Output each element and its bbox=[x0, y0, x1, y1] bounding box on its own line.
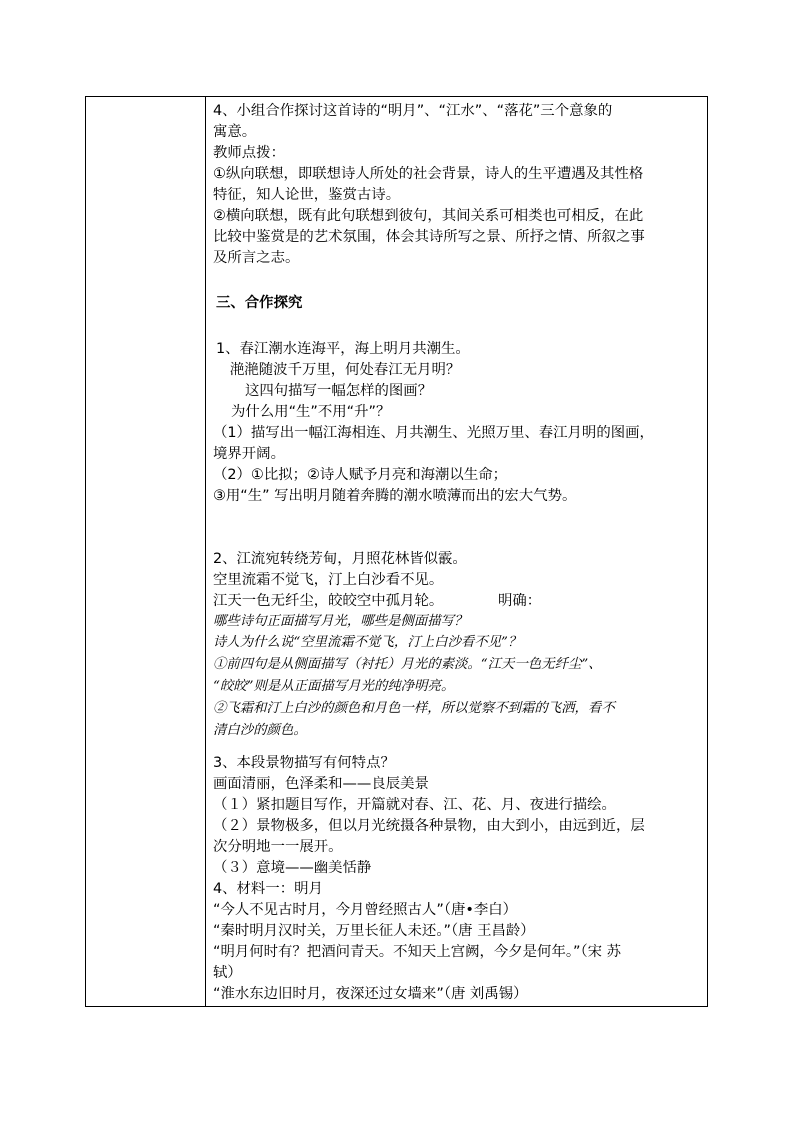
text-line: “秦时明月汉时关，万里长征人未还。”（唐 王昌龄） bbox=[213, 923, 535, 939]
text-line: 次分明地一一展开。 bbox=[213, 839, 343, 855]
text-line: “皎皎”则是从正面描写月光的纯净明亮。 bbox=[213, 679, 455, 694]
text-line: （２）景物极多，但以月光统摄各种景物，由大到小，由远到近，层 bbox=[213, 818, 645, 834]
text-line: 哪些诗句正面描写月光，哪些是侧面描写？ bbox=[213, 614, 468, 629]
text-line: （３）意境——幽美恬静 bbox=[213, 860, 372, 876]
text-line: “淮水东边旧时月，夜深还过女墙来”（唐 刘禹锡） bbox=[213, 986, 528, 1002]
text-line: ②飞霜和汀上白沙的颜色和月色一样，所以觉察不到霜的飞洒，看不 bbox=[213, 701, 615, 716]
text-line: 这四句描写一幅怎样的图画？ bbox=[245, 383, 433, 399]
text-line: 空里流霜不觉飞，汀上白沙看不见。 bbox=[213, 572, 444, 588]
lesson-table bbox=[85, 96, 708, 1007]
text-line: 比较中鉴赏是的艺术氛围，体会其诗所写之景、所抒之情、所叙之事 bbox=[213, 229, 645, 245]
text-line: 3、本段景物描写有何特点？ bbox=[213, 755, 395, 771]
text-line: ①前四句是从侧面描写（衬托）月光的素淡。“江天一色无纤尘”、 bbox=[213, 657, 602, 672]
text-line: 特征，知人论世，鉴赏古诗。 bbox=[213, 187, 401, 203]
text-line: 寓意。 bbox=[213, 124, 257, 140]
text-line: 4、材料一：明月 bbox=[213, 881, 323, 897]
text-line: “今人不见古时月，今月曾经照古人”（唐•李白） bbox=[213, 902, 518, 918]
text-line: 教师点拨： bbox=[213, 145, 285, 161]
text-line: 境界开阔。 bbox=[213, 446, 285, 462]
left-column-cell bbox=[86, 97, 206, 1006]
text-line: 1、春江潮水连海平，海上明月共潮生。 bbox=[216, 341, 470, 357]
text-line: 2、江流宛转绕芳甸，月照花林皆似霰。 bbox=[213, 551, 467, 567]
text-line: 画面清丽，色泽柔和——良辰美景 bbox=[213, 776, 429, 792]
text-line: 明确： bbox=[498, 593, 542, 609]
text-line: 轼） bbox=[213, 965, 242, 981]
text-line: 滟滟随波千万里，何处春江无月明？ bbox=[230, 362, 461, 378]
right-column-cell bbox=[207, 97, 707, 1006]
section-heading: 三、合作探究 bbox=[216, 295, 303, 311]
text-line: ①纵向联想，即联想诗人所处的社会背景，诗人的生平遭遇及其性格 bbox=[213, 166, 644, 182]
text-line: 清白沙的颜色。 bbox=[213, 723, 307, 738]
text-line: 及所言之志。 bbox=[213, 250, 300, 266]
text-line: （2）①比拟；②诗人赋予月亮和海潮以生命； bbox=[213, 467, 507, 483]
text-line: “明月何时有？把酒问青天。不知天上宫阙，今夕是何年。”（宋 苏 bbox=[213, 944, 622, 960]
text-line: ②横向联想，既有此句联想到彼句，其间关系可相类也可相反，在此 bbox=[213, 208, 644, 224]
text-line: （1）描写出一幅江海相连、月共潮生、光照万里、春江月明的图画， bbox=[213, 425, 654, 441]
text-line: 为什么用“生”不用“升”？ bbox=[231, 404, 391, 420]
text-line: 江天一色无纤尘，皎皎空中孤月轮。 bbox=[213, 593, 444, 609]
text-line: 诗人为什么说“空里流霜不觉飞，汀上白沙看不见”？ bbox=[213, 635, 522, 650]
text-line: ③用“生” 写出明月随着奔腾的潮水喷薄而出的宏大气势。 bbox=[213, 488, 577, 504]
text-line: （１）紧扣题目写作，开篇就对春、江、花、月、夜进行描绘。 bbox=[213, 797, 616, 813]
text-line: 4、小组合作探讨这首诗的“明月”、“江水”、“落花”三个意象的 bbox=[213, 103, 613, 119]
